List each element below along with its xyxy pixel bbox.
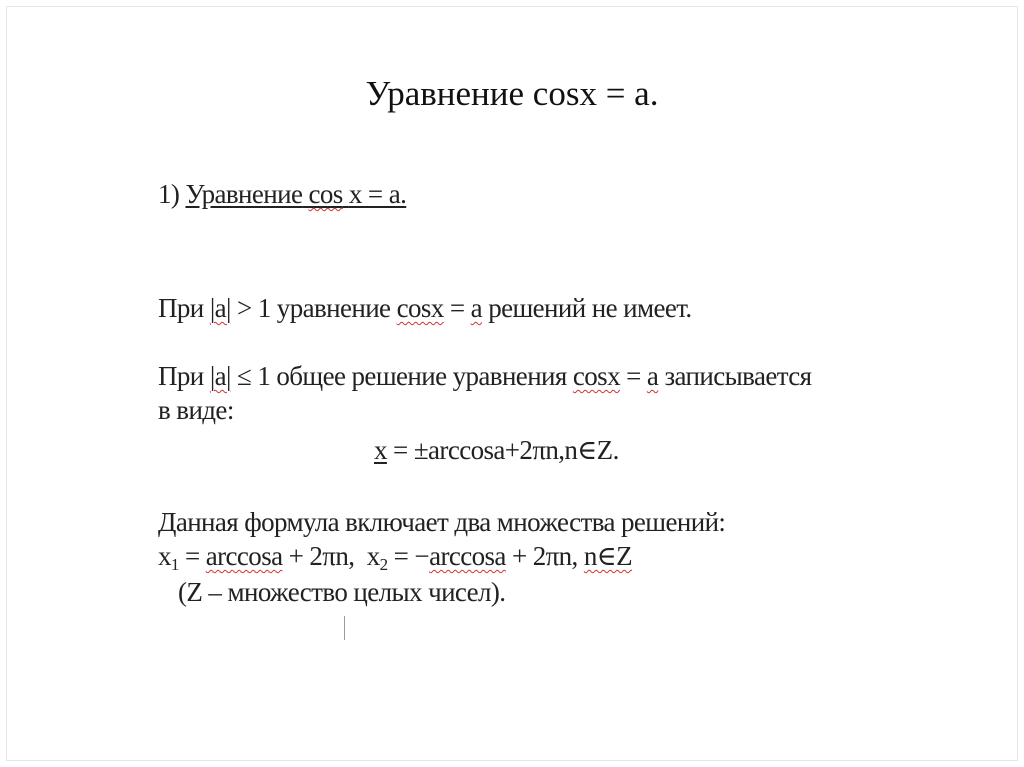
- p1-eq: =: [449, 293, 465, 323]
- p1-abs-a: |a|: [209, 293, 231, 323]
- p2-word-pri: При: [158, 361, 204, 391]
- sol-eq1: =: [178, 541, 206, 571]
- p1-cosx: cosx: [396, 293, 444, 323]
- heading-number: 1): [158, 179, 180, 209]
- p1-text-b: > 1 уравнение: [236, 293, 391, 323]
- formula-rest: = ±arccosa+2πn,n∈Z.: [386, 435, 619, 465]
- sol-arccos1: arccosa: [205, 541, 283, 571]
- p1-text-d: решений не имеет.: [488, 293, 692, 323]
- paragraph-no-solutions: [158, 292, 692, 324]
- slide-title: Уравнение cosx = a.: [365, 74, 659, 113]
- text-cursor: [344, 616, 345, 640]
- sol-sub2: 2: [379, 555, 388, 574]
- sol-eq2: = −: [387, 541, 430, 571]
- p2-text-b: ≤ 1 общее решение уравнения: [236, 361, 567, 391]
- p1-word-pri: При: [158, 293, 204, 323]
- p2-abs-a: |a|: [209, 361, 231, 391]
- paragraph-general-solution: [158, 360, 811, 392]
- solution-sets: [158, 540, 632, 572]
- sol-tail1: + 2πn, x: [282, 541, 380, 571]
- integers-note: (Z – множество целых чисел).: [178, 577, 506, 607]
- p2-eq: =: [626, 361, 641, 391]
- sol-tail2: + 2πn,: [505, 541, 584, 571]
- p2-text-d: записывается: [658, 361, 812, 391]
- sol-sub1: 1: [170, 555, 179, 574]
- p2-cosx: cosx: [572, 361, 620, 391]
- paragraph-two-sets: Данная формула включает два множества решений:: [158, 507, 726, 537]
- heading-post: x = a.: [348, 179, 407, 209]
- p2-a: a: [646, 361, 659, 391]
- sol-ninz: n∈Z: [583, 541, 633, 571]
- sol-arccos2: arccosa: [429, 541, 506, 571]
- section-heading: [158, 178, 406, 210]
- formula-x: x: [374, 435, 387, 465]
- heading-pre: Уравнение: [185, 179, 303, 209]
- general-formula: [374, 434, 619, 466]
- heading-text: [185, 179, 406, 209]
- heading-cos: cos: [308, 179, 343, 209]
- p1-a: a: [470, 293, 483, 323]
- paragraph-general-solution-line2: в виде:: [158, 395, 234, 425]
- sol-x1: x: [158, 541, 171, 571]
